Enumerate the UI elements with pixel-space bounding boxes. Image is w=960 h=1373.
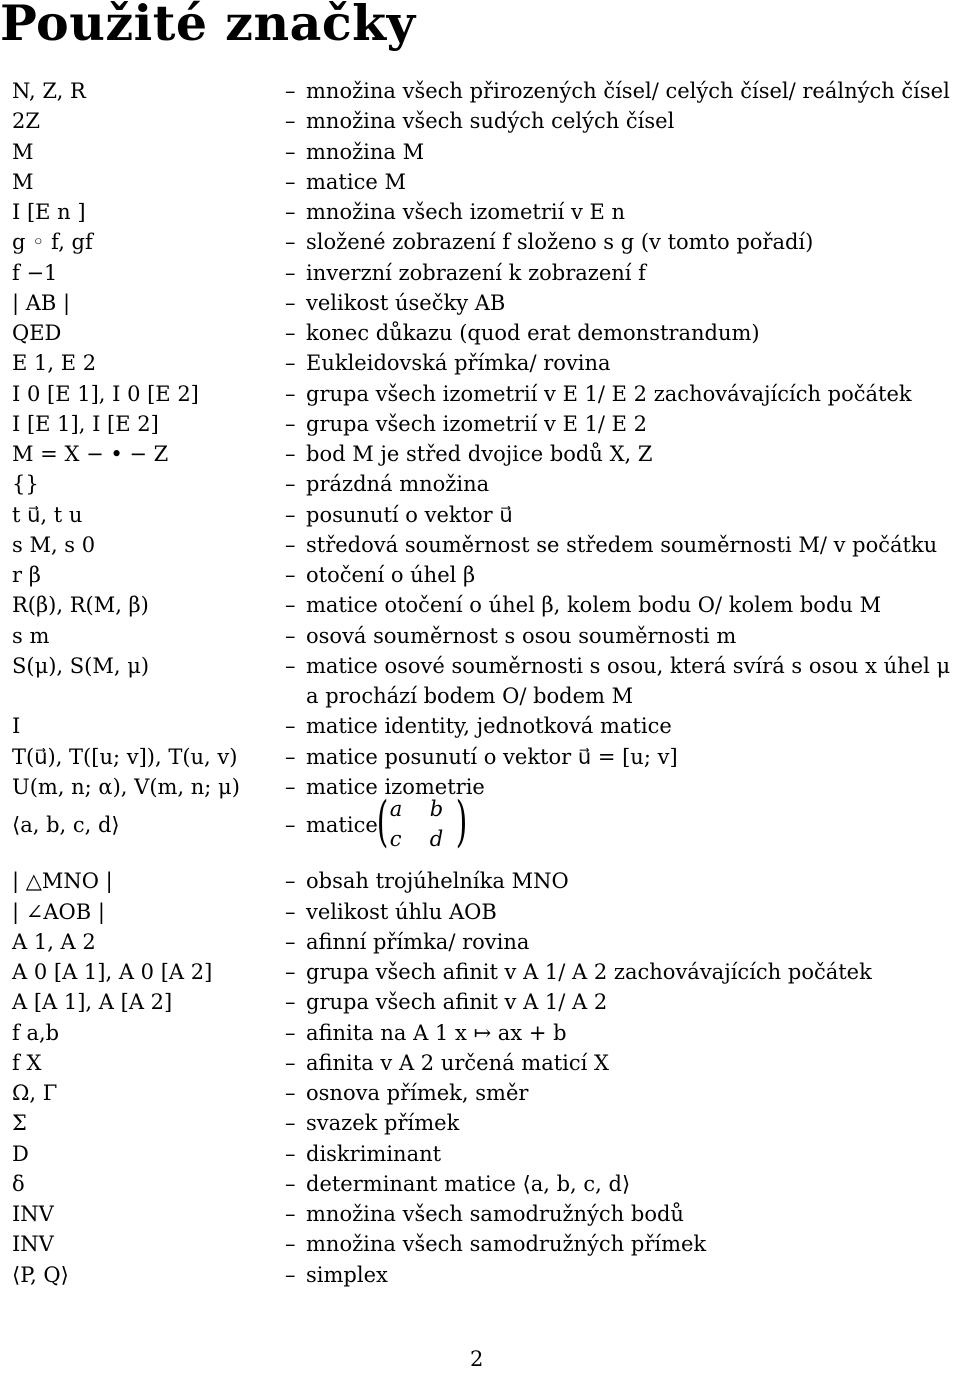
notation-dash: – [285, 1051, 296, 1075]
notation-dash: – [285, 563, 296, 587]
notation-dash: – [285, 990, 296, 1014]
notation-description [306, 1260, 388, 1290]
notation-symbol: ⟨P, Q⟩ [12, 1263, 69, 1287]
notation-description-text: množina všech samodružných přímek [306, 1232, 707, 1256]
notation-description-text: Eukleidovská přímka/ rovina [306, 351, 611, 375]
notation-description [306, 137, 424, 167]
notation-symbol: 2Z [12, 109, 40, 133]
notation-description [306, 1078, 528, 1108]
notation-description [306, 500, 513, 530]
notation-row [0, 1018, 960, 1048]
notation-row [0, 1169, 960, 1199]
notation-description [306, 711, 672, 741]
notation-row [0, 866, 960, 896]
notation-dash: – [285, 960, 296, 984]
notation-description-text: posunutí o vektor u⃗ [306, 503, 513, 527]
notation-description [306, 651, 950, 681]
notation-dash: – [285, 109, 296, 133]
notation-row [0, 560, 960, 590]
notation-dash: – [285, 1172, 296, 1196]
notation-symbol: M [12, 140, 34, 164]
notation-description-text: determinant matice ⟨a, b, c, d⟩ [306, 1172, 631, 1196]
notation-dash: – [285, 1142, 296, 1166]
notation-dash: – [285, 412, 296, 436]
notation-row [0, 1108, 960, 1138]
notation-description [306, 1048, 609, 1078]
notation-description-text: grupa všech afinit v A 1/ A 2 zachovávajících počátek [306, 960, 872, 984]
notation-symbol: s M, s 0 [12, 533, 96, 557]
notation-description [306, 348, 611, 378]
notation-dash: – [285, 593, 296, 617]
notation-description [306, 197, 625, 227]
notation-row [0, 530, 960, 560]
notation-dash: – [285, 1021, 296, 1045]
notation-symbol: Σ [12, 1111, 27, 1135]
notation-description [306, 409, 647, 439]
notation-row [0, 348, 960, 378]
notation-symbol: U(m, n; α), V(m, n; μ) [12, 775, 240, 799]
notation-symbol: A [A 1], A [A 2] [12, 990, 173, 1014]
notation-row [0, 318, 960, 348]
notation-dash: – [285, 624, 296, 648]
page-title: Použité značky [0, 0, 416, 52]
notation-dash: – [285, 533, 296, 557]
notation-description [306, 897, 497, 927]
notation-row [0, 76, 960, 106]
notation-description-text: množina M [306, 140, 425, 164]
notation-symbol: T(u⃗), T([u; v]), T(u, v) [12, 745, 238, 769]
notation-dash: – [285, 775, 296, 799]
notation-dash: – [285, 442, 296, 466]
notation-description-text: matice M [306, 170, 406, 194]
notation-row [0, 1260, 960, 1290]
notation-symbol: I 0 [E 1], I 0 [E 2] [12, 382, 199, 406]
notation-dash: – [285, 79, 296, 103]
notation-description [306, 1169, 630, 1199]
notation-symbol: INV [12, 1202, 54, 1226]
notation-dash: – [285, 230, 296, 254]
notation-row [0, 439, 960, 469]
notation-description [306, 469, 489, 499]
notation-description-text: matice [306, 813, 378, 837]
notation-description [306, 1139, 441, 1169]
notation-symbol: E 1, E 2 [12, 351, 97, 375]
notation-description-text: afinní přímka/ rovina [306, 930, 530, 954]
notation-description-text: matice posunutí o vektor u⃗ = [u; v] [306, 745, 678, 769]
notation-symbol: Ω, Γ [12, 1081, 58, 1105]
notation-symbol: ⟨a, b, c, d⟩ [12, 813, 120, 837]
notation-description [306, 379, 912, 409]
matrix-cell: a [389, 797, 403, 821]
notation-description-text: grupa všech izometrií v E 1/ E 2 [306, 412, 648, 436]
notation-description [306, 987, 607, 1017]
notation-description-text: afinita v A 2 určená maticí X [306, 1051, 609, 1075]
notation-row [0, 897, 960, 927]
notation-row [0, 790, 960, 856]
notation-description-text: matice otočení o úhel β, kolem bodu O/ kolem bodu M [306, 593, 882, 617]
notation-symbol: {} [12, 472, 39, 496]
notation-row [0, 987, 960, 1017]
notation-description-text: bod M je střed dvojice bodů X, Z [306, 442, 653, 466]
notation-description [306, 681, 633, 711]
notation-symbol: D [12, 1142, 29, 1166]
notation-dash: – [285, 930, 296, 954]
notation-dash: – [285, 1202, 296, 1226]
notation-dash: – [285, 1081, 296, 1105]
notation-description-text: velikost úhlu AOB [306, 900, 497, 924]
matrix-cell: c [389, 827, 402, 851]
notation-description [306, 790, 468, 854]
notation-description-text: simplex [306, 1263, 388, 1287]
notation-description [306, 227, 813, 257]
notation-description [306, 76, 950, 106]
notation-description-text: množina všech izometrií v E n [306, 200, 626, 224]
notation-description-text: množina všech přirozených čísel/ celých čísel/ reálných čísel [306, 79, 950, 103]
notation-symbol: M [12, 170, 34, 194]
notation-symbol: I [E n ] [12, 200, 86, 224]
notation-dash: – [285, 813, 296, 837]
notation-description [306, 742, 678, 772]
notation-description [306, 258, 646, 288]
notation-description [306, 439, 652, 469]
notation-row [0, 711, 960, 741]
notation-dash: – [285, 200, 296, 224]
notation-symbol: | △MNO | [12, 869, 113, 893]
notation-description-text: matice osové souměrnosti s osou, která svírá s osou x úhel μ [306, 654, 951, 678]
notation-description-text: grupa všech izometrií v E 1/ E 2 zachovávajících počátek [306, 382, 912, 406]
notation-dash: – [285, 382, 296, 406]
notation-description [306, 106, 674, 136]
notation-dash: – [285, 869, 296, 893]
notation-description-text: množina všech samodružných bodů [306, 1202, 684, 1226]
notation-dash: – [285, 1263, 296, 1287]
notation-description [306, 1199, 684, 1229]
notation-description-text: matice identity, jednotková matice [306, 714, 672, 738]
matrix-2x2 [376, 790, 468, 854]
notation-row [0, 409, 960, 439]
notation-description [306, 560, 475, 590]
notation-row [0, 469, 960, 499]
notation-symbol: | ∠AOB | [12, 900, 105, 924]
notation-row [0, 1048, 960, 1078]
notation-description-text: obsah trojúhelníka MNO [306, 869, 569, 893]
notation-row [0, 590, 960, 620]
notation-symbol: f −1 [12, 261, 58, 285]
notation-row [0, 137, 960, 167]
notation-symbol: t u⃗, t u [12, 503, 83, 527]
notation-description-text: prázdná množina [306, 472, 490, 496]
notation-row [0, 197, 960, 227]
notation-description [306, 1018, 567, 1048]
notation-description [306, 530, 937, 560]
notation-row [0, 742, 960, 772]
notation-symbol: δ [12, 1172, 25, 1196]
notation-symbol: R(β), R(M, β) [12, 593, 149, 617]
notation-description-text: středová souměrnost se středem souměrnosti M/ v počátku [306, 533, 938, 557]
notation-description-text: složené zobrazení f složeno s g (v tomto pořadí) [306, 230, 814, 254]
notation-description-text: diskriminant [306, 1142, 442, 1166]
notation-dash: – [285, 170, 296, 194]
notation-symbol: f a,b [12, 1021, 60, 1045]
notation-symbol: M = X − • − Z [12, 442, 169, 466]
notation-row [0, 288, 960, 318]
notation-dash: – [285, 745, 296, 769]
notation-description [306, 288, 505, 318]
left-paren: ( [376, 790, 389, 853]
notation-description-text: velikost úsečky AB [306, 291, 506, 315]
notation-dash: – [285, 654, 296, 678]
notation-row [0, 957, 960, 987]
notation-description [306, 957, 872, 987]
notation-dash: – [285, 900, 296, 924]
notation-description [306, 1229, 706, 1259]
notation-row [0, 1078, 960, 1108]
notation-row [0, 651, 960, 681]
notation-description [306, 927, 529, 957]
notation-symbol: I [12, 714, 21, 738]
notation-symbol: s m [12, 624, 50, 648]
notation-row [0, 681, 960, 711]
notation-description-text: množina všech sudých celých čísel [306, 109, 675, 133]
notation-dash: – [285, 291, 296, 315]
notation-row [0, 1229, 960, 1259]
notation-description [306, 167, 406, 197]
page-number: 2 [470, 1347, 484, 1371]
notation-row [0, 106, 960, 136]
notation-dash: – [285, 351, 296, 375]
notation-row [0, 621, 960, 651]
notation-symbol: S(μ), S(M, μ) [12, 654, 150, 678]
notation-dash: – [285, 261, 296, 285]
notation-description-text: otočení o úhel β [306, 563, 476, 587]
notation-symbol: QED [12, 321, 62, 345]
notation-row [0, 1139, 960, 1169]
notation-symbol: g ◦ f, gf [12, 230, 93, 254]
notation-description-text: svazek přímek [306, 1111, 460, 1135]
notation-symbol: f X [12, 1051, 42, 1075]
notation-description-text: osnova přímek, směr [306, 1081, 529, 1105]
notation-dash: – [285, 1111, 296, 1135]
right-paren: ) [455, 790, 468, 853]
notation-dash: – [285, 472, 296, 496]
notation-row [0, 227, 960, 257]
notation-description [306, 318, 760, 348]
notation-symbol: A 1, A 2 [12, 930, 96, 954]
notation-description-text: matice izometrie [306, 775, 485, 799]
notation-symbol: INV [12, 1232, 54, 1256]
notation-row [0, 379, 960, 409]
notation-row [0, 1199, 960, 1229]
notation-description-text: a prochází bodem O/ bodem M [306, 684, 634, 708]
notation-description-text: inverzní zobrazení k zobrazení f [306, 261, 646, 285]
notation-description [306, 590, 881, 620]
matrix-cell: d [429, 827, 444, 851]
notation-symbol: A 0 [A 1], A 0 [A 2] [12, 960, 213, 984]
notation-dash: – [285, 321, 296, 345]
notation-dash: – [285, 714, 296, 738]
notation-row [0, 927, 960, 957]
notation-symbol: N, Z, R [12, 79, 86, 103]
notation-dash: – [285, 1232, 296, 1256]
notation-dash: – [285, 503, 296, 527]
notation-row [0, 500, 960, 530]
matrix-cell: b [429, 797, 444, 821]
notation-description-text: osová souměrnost s osou souměrnosti m [306, 624, 737, 648]
notation-symbol: r β [12, 563, 41, 587]
notation-description-text: afinita na A 1 x ↦ ax + b [306, 1021, 567, 1045]
notation-description-text: konec důkazu (quod erat demonstrandum) [306, 321, 760, 345]
notation-symbol: I [E 1], I [E 2] [12, 412, 159, 436]
notation-symbol: | AB | [12, 291, 71, 315]
notation-description [306, 621, 736, 651]
notation-dash: – [285, 140, 296, 164]
notation-description-text: grupa všech afinit v A 1/ A 2 [306, 990, 608, 1014]
notation-description [306, 866, 569, 896]
notation-row [0, 167, 960, 197]
notation-row [0, 258, 960, 288]
notation-description [306, 1108, 459, 1138]
